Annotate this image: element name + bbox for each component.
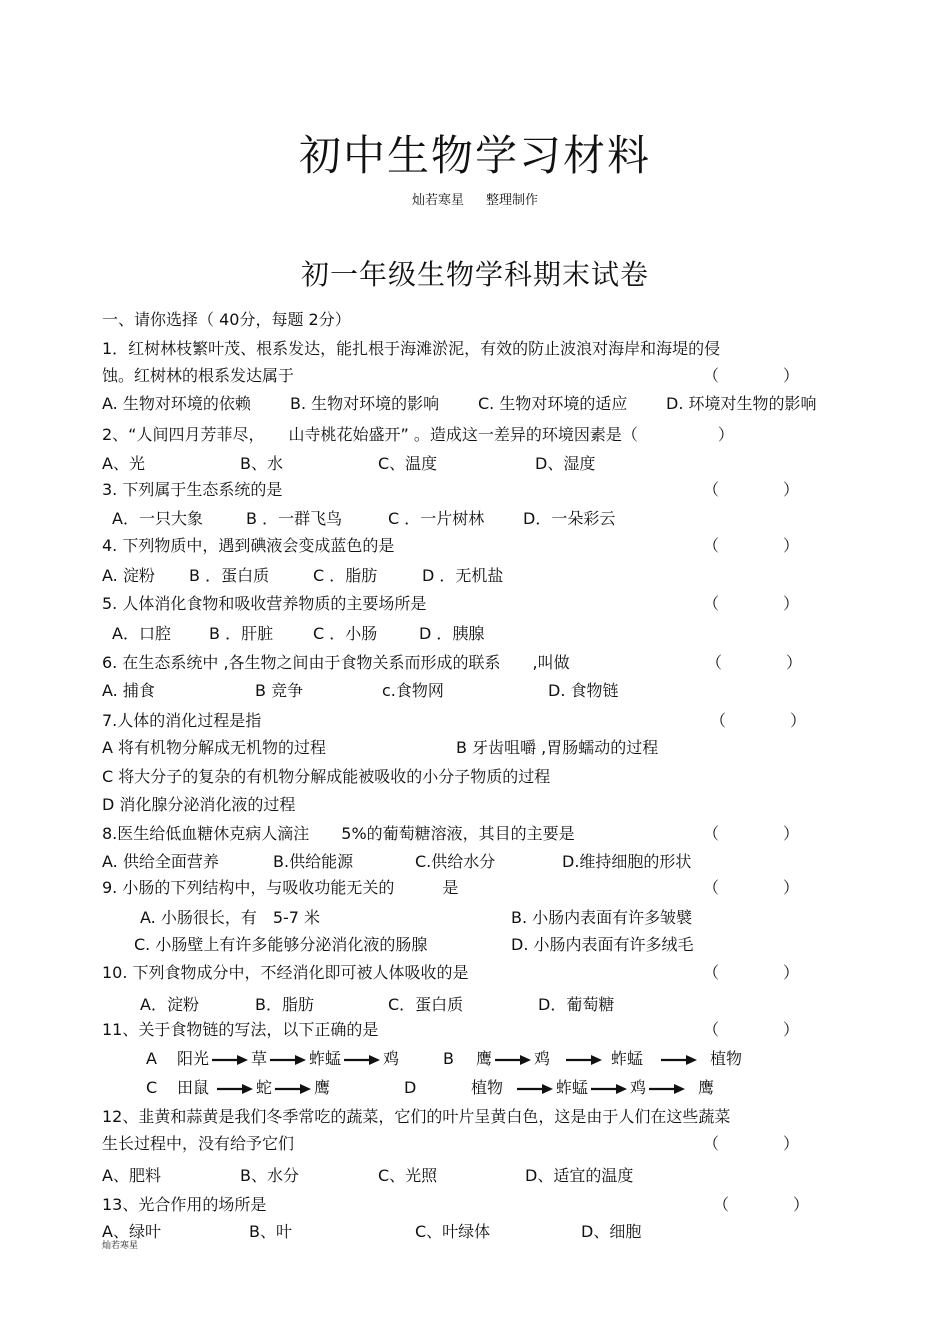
q4-option-a: A. 淀粉 (102, 566, 155, 585)
q9-option-a: A. 小肠很长，有 5-7 米 (140, 908, 321, 927)
q2-option-c: C、温度 (378, 454, 438, 473)
q5-option-c: C ．小肠 (313, 624, 378, 643)
q8-answer-paren: （ ） (703, 824, 800, 843)
q13-answer-paren: （ ） (713, 1195, 810, 1214)
q11-option-b-chain (476, 1049, 742, 1069)
q9-option-c: C. 小肠壁上有许多能够分泌消化液的肠腺 (134, 935, 428, 954)
arrow-right-icon (275, 1083, 311, 1095)
q4-stem: 4. 下列物质中，遇到碘液会变成蓝色的是 (102, 536, 395, 555)
q6-option-b: B 竞争 (255, 681, 304, 700)
q7-option-c: C 将大分子的复杂的有机物分解成能被吸收的小分子物质的过程 (102, 767, 551, 786)
q12-option-d: D、适宜的温度 (525, 1166, 634, 1185)
arrow-right-icon (217, 1083, 253, 1095)
arrow-right-icon (212, 1054, 248, 1066)
q12-option-c: C、光照 (378, 1166, 438, 1185)
q6-option-c: c.食物网 (382, 681, 444, 700)
q9-option-d: D. 小肠内表面有许多绒毛 (511, 935, 694, 954)
q11-option-c-label: C (146, 1078, 158, 1097)
q11-option-a-chain (177, 1049, 399, 1069)
q6-answer-paren: （ ） (706, 653, 803, 672)
q7-option-b: B 牙齿咀嚼 ,胃肠蠕动的过程 (456, 738, 659, 757)
q11-answer-paren: （ ） (703, 1020, 800, 1039)
chain-item: 植物 (471, 1078, 504, 1097)
q4-option-c: C ．脂肪 (313, 566, 378, 585)
q9-answer-paren: （ ） (703, 878, 800, 897)
q8-option-c: C.供给水分 (415, 852, 496, 871)
chain-item: 鹰 (476, 1049, 493, 1068)
q11-option-a-label: A (146, 1049, 157, 1068)
subtitle (0, 192, 950, 210)
q1-option-a: A. 生物对环境的依赖 (102, 394, 251, 413)
q11-option-d-chain (471, 1078, 714, 1098)
chain-item: 鸡 (383, 1049, 400, 1068)
q4-option-d: D ．无机盐 (422, 566, 504, 585)
section-title: 一、请你选择（ 40分，每题 2分） (102, 310, 351, 329)
q13-option-c: C、叶绿体 (415, 1222, 491, 1241)
q11-stem: 11、关于食物链的写法，以下正确的是 (102, 1020, 379, 1039)
q5-answer-paren: （ ） (703, 594, 800, 613)
subtitle-role: 整理制作 (486, 193, 539, 208)
q10-option-b: B．脂肪 (255, 995, 314, 1014)
arrow-right-icon (270, 1054, 306, 1066)
q5-option-b: B ．肝脏 (209, 624, 274, 643)
q10-stem: 10. 下列食物成分中，不经消化即可被人体吸收的是 (102, 963, 469, 982)
q3-stem: 3. 下列属于生态系统的是 (102, 480, 283, 499)
q2-stem: 2、“人间四月芳菲尽， 山寺桃花始盛开” 。造成这一差异的环境因素是（ ） (102, 425, 734, 444)
q8-stem: 8.医生给低血糖休克病人滴注 5%的葡萄糖溶液，其目的主要是 (102, 824, 575, 843)
q10-option-a: A．淀粉 (140, 995, 199, 1014)
q6-option-d: D. 食物链 (548, 681, 619, 700)
chain-item: 草 (251, 1049, 268, 1068)
q12-stem-line2: 生长过程中，没有给予它们 (102, 1134, 295, 1153)
q9-option-b: B. 小肠内表面有许多皱襞 (511, 908, 693, 927)
q13-option-a: A、绿叶 (102, 1222, 161, 1241)
q1-option-d: D. 环境对生物的影响 (666, 394, 817, 413)
q7-answer-paren: （ ） (710, 711, 807, 730)
chain-item: 鸡 (630, 1078, 647, 1097)
q4-answer-paren: （ ） (703, 536, 800, 555)
q11-option-d-label: D (404, 1078, 417, 1097)
exam-title: 初一年级生物学科期末试卷 (300, 258, 649, 291)
chain-item: 蛇 (256, 1078, 273, 1097)
chain-item: 阳光 (177, 1049, 210, 1068)
q3-option-a: A．一只大象 (112, 509, 203, 528)
q13-option-b: B、叶 (249, 1222, 292, 1241)
q12-option-b: B、水分 (240, 1166, 299, 1185)
q8-option-b: B.供给能源 (273, 852, 354, 871)
q7-option-d: D 消化腺分泌消化液的过程 (102, 795, 296, 814)
q4-option-b: B ．蛋白质 (189, 566, 270, 585)
q12-answer-paren: （ ） (703, 1134, 800, 1153)
arrow-right-icon (591, 1083, 627, 1095)
q2-option-b: B、水 (240, 454, 283, 473)
q6-stem: 6. 在生态系统中 ,各生物之间由于食物关系而形成的联系 ,叫做 (102, 653, 570, 672)
chain-item: 鸡 (534, 1049, 551, 1068)
q10-option-c: C．蛋白质 (388, 995, 464, 1014)
q13-stem: 13、光合作用的场所是 (102, 1195, 267, 1214)
q1-stem-line2: 蚀。红树林的根系发达属于 (102, 366, 295, 385)
q10-answer-paren: （ ） (703, 963, 800, 982)
q1-option-b: B. 生物对环境的影响 (290, 394, 440, 413)
q6-option-a: A. 捕食 (102, 681, 155, 700)
q8-option-d: D.维持细胞的形状 (562, 852, 692, 871)
arrow-right-icon (495, 1054, 531, 1066)
arrow-right-icon (649, 1083, 685, 1095)
chain-item: 植物 (710, 1049, 743, 1068)
chain-item: 鹰 (314, 1078, 331, 1097)
q12-option-a: A、肥料 (102, 1166, 161, 1185)
page-title: 初中生物学习材料 (298, 131, 651, 180)
q11-option-b-label: B (443, 1049, 454, 1068)
chain-item: 田鼠 (177, 1078, 210, 1097)
arrow-right-icon (517, 1083, 553, 1095)
q1-option-c: C. 生物对环境的适应 (478, 394, 628, 413)
subtitle-author: 灿若寒星 (411, 193, 464, 208)
q2-option-d: D、湿度 (535, 454, 596, 473)
chain-item: 蚱蜢 (611, 1049, 644, 1068)
q13-option-d: D、细胞 (581, 1222, 642, 1241)
q7-option-a: A 将有机物分解成无机物的过程 (102, 738, 327, 757)
chain-item: 鹰 (698, 1078, 715, 1097)
q5-option-a: A．口腔 (112, 624, 171, 643)
q3-option-d: D．一朵彩云 (523, 509, 616, 528)
q3-answer-paren: （ ） (703, 480, 800, 499)
chain-item: 蚱蜢 (556, 1078, 589, 1097)
page-footer: 灿若寒星 (102, 1241, 139, 1251)
q12-stem-line1: 12、韭黄和蒜黄是我们冬季常吃的蔬菜，它们的叶片呈黄白色，这是由于人们在这些蔬菜 (102, 1107, 731, 1126)
q9-stem: 9. 小肠的下列结构中，与吸收功能无关的 是 (102, 878, 459, 897)
q3-option-c: C ．一片树林 (388, 509, 485, 528)
q8-option-a: A. 供给全面营养 (102, 852, 219, 871)
q7-stem: 7.人体的消化过程是指 (102, 711, 262, 730)
q10-option-d: D．葡萄糖 (538, 995, 615, 1014)
q1-stem-line1: 1．红树林枝繁叶茂、根系发达，能扎根于海滩淤泥，有效的防止波浪对海岸和海堤的侵 (102, 339, 721, 358)
q5-option-d: D ．胰腺 (419, 624, 485, 643)
arrow-right-icon (344, 1054, 380, 1066)
q1-answer-paren: （ ） (703, 366, 800, 385)
q5-stem: 5. 人体消化食物和吸收营养物质的主要场所是 (102, 594, 427, 613)
chain-item: 蚱蜢 (309, 1049, 342, 1068)
arrow-right-icon (566, 1054, 602, 1066)
q11-option-c-chain (177, 1078, 330, 1098)
q2-option-a: A、光 (102, 454, 145, 473)
q3-option-b: B ．一群飞鸟 (246, 509, 343, 528)
arrow-right-icon (661, 1054, 697, 1066)
